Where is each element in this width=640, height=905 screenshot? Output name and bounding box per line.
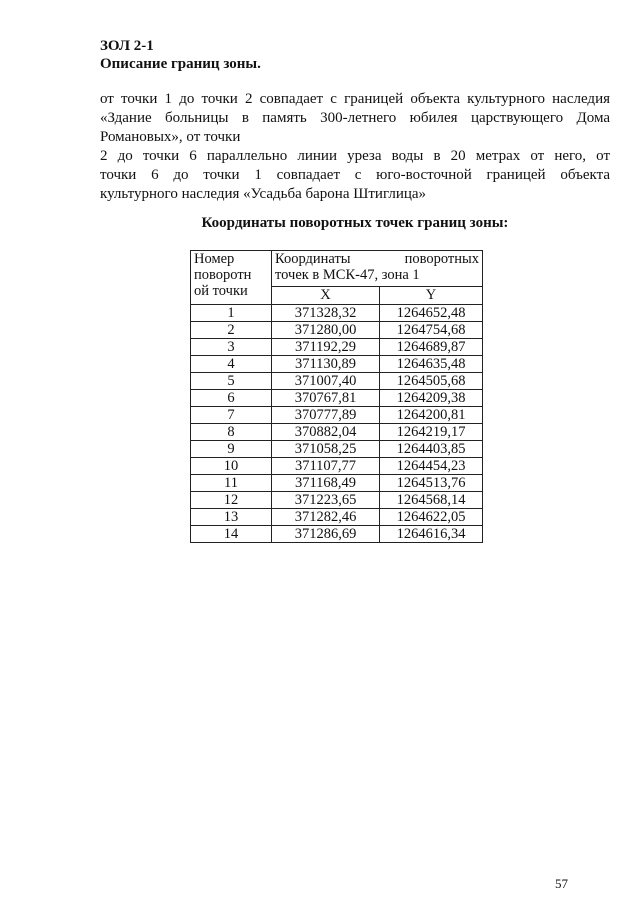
x-coordinate-cell: 371280,00 bbox=[272, 322, 380, 339]
coordinates-table bbox=[190, 250, 483, 543]
point-number-cell: 8 bbox=[191, 424, 272, 441]
x-coordinate-cell: 371107,77 bbox=[272, 458, 380, 475]
header-point-number-line: ой точки bbox=[194, 283, 248, 299]
y-coordinate-cell: 1264616,34 bbox=[380, 526, 483, 543]
description-line: 2 до точки 6 параллельно линии уреза воды в 20 метрах от него, от bbox=[100, 148, 610, 164]
y-coordinate-cell: 1264219,17 bbox=[380, 424, 483, 441]
y-coordinate-cell: 1264209,38 bbox=[380, 390, 483, 407]
coordinates-table-title: Координаты поворотных точек границ зоны: bbox=[201, 215, 509, 231]
point-number-cell: 9 bbox=[191, 441, 272, 458]
x-coordinate-cell: 371168,49 bbox=[272, 475, 380, 492]
point-number-cell: 10 bbox=[191, 458, 272, 475]
y-coordinate-cell: 1264454,23 bbox=[380, 458, 483, 475]
y-coordinate-cell: 1264513,76 bbox=[380, 475, 483, 492]
header-x: X bbox=[272, 286, 380, 304]
header-coordinates-line bbox=[275, 251, 479, 267]
header-point-number-line: Номер bbox=[194, 251, 235, 267]
table-row bbox=[191, 475, 483, 492]
x-coordinate-cell: 371286,69 bbox=[272, 526, 380, 543]
x-coordinate-cell: 370882,04 bbox=[272, 424, 380, 441]
table-row bbox=[191, 373, 483, 390]
y-coordinate-cell: 1264622,05 bbox=[380, 509, 483, 526]
point-number-cell: 4 bbox=[191, 356, 272, 373]
table-row bbox=[191, 407, 483, 424]
y-coordinate-cell: 1264635,48 bbox=[380, 356, 483, 373]
point-number-cell: 3 bbox=[191, 339, 272, 356]
table-row bbox=[191, 322, 483, 339]
header-coordinates-word: поворотных bbox=[404, 251, 479, 267]
x-coordinate-cell: 371282,46 bbox=[272, 509, 380, 526]
x-coordinate-cell: 370767,81 bbox=[272, 390, 380, 407]
table-row bbox=[191, 441, 483, 458]
x-coordinate-cell: 371130,89 bbox=[272, 356, 380, 373]
zone-code-heading: ЗОЛ 2-1 bbox=[100, 38, 154, 54]
header-point-number bbox=[191, 251, 272, 305]
x-coordinate-cell: 371058,25 bbox=[272, 441, 380, 458]
point-number-cell: 12 bbox=[191, 492, 272, 509]
y-coordinate-cell: 1264754,68 bbox=[380, 322, 483, 339]
header-coordinates-line: точек в МСК-47, зона 1 bbox=[275, 267, 420, 283]
zone-boundary-subtitle: Описание границ зоны. bbox=[100, 56, 261, 72]
header-coordinates-word: Координаты bbox=[275, 251, 351, 267]
x-coordinate-cell: 371007,40 bbox=[272, 373, 380, 390]
description-line: культурного наследия «Усадьба барона Штиглица» bbox=[100, 186, 427, 202]
table-header-row bbox=[191, 251, 483, 287]
point-number-cell: 13 bbox=[191, 509, 272, 526]
header-y: Y bbox=[380, 286, 483, 304]
table-row bbox=[191, 339, 483, 356]
table-row bbox=[191, 458, 483, 475]
point-number-cell: 2 bbox=[191, 322, 272, 339]
y-coordinate-cell: 1264200,81 bbox=[380, 407, 483, 424]
description-line: точки 6 до точки 1 совпадает с юго-восточной границей объекта bbox=[100, 167, 610, 183]
point-number-cell: 14 bbox=[191, 526, 272, 543]
point-number-cell: 1 bbox=[191, 305, 272, 322]
description-line: от точки 1 до точки 2 совпадает с границей объекта культурного наследия bbox=[100, 91, 610, 107]
point-number-cell: 5 bbox=[191, 373, 272, 390]
point-number-cell: 11 bbox=[191, 475, 272, 492]
table-row bbox=[191, 509, 483, 526]
y-coordinate-cell: 1264403,85 bbox=[380, 441, 483, 458]
y-coordinate-cell: 1264689,87 bbox=[380, 339, 483, 356]
x-coordinate-cell: 371328,32 bbox=[272, 305, 380, 322]
table-row bbox=[191, 305, 483, 322]
header-point-number-line: поворотн bbox=[194, 267, 252, 283]
page-number: 57 bbox=[555, 876, 568, 891]
table-row bbox=[191, 390, 483, 407]
description-line: «Здание больницы в память 300-летнего юбилея царствующего Дома bbox=[100, 110, 610, 126]
x-coordinate-cell: 370777,89 bbox=[272, 407, 380, 424]
description-line: Романовых», от точки bbox=[100, 129, 241, 145]
point-number-cell: 6 bbox=[191, 390, 272, 407]
table-row bbox=[191, 492, 483, 509]
table-row bbox=[191, 424, 483, 441]
table-row bbox=[191, 356, 483, 373]
table-row bbox=[191, 526, 483, 543]
y-coordinate-cell: 1264505,68 bbox=[380, 373, 483, 390]
y-coordinate-cell: 1264568,14 bbox=[380, 492, 483, 509]
x-coordinate-cell: 371223,65 bbox=[272, 492, 380, 509]
x-coordinate-cell: 371192,29 bbox=[272, 339, 380, 356]
y-coordinate-cell: 1264652,48 bbox=[380, 305, 483, 322]
boundary-description bbox=[100, 90, 610, 204]
header-coordinates bbox=[272, 251, 483, 287]
point-number-cell: 7 bbox=[191, 407, 272, 424]
